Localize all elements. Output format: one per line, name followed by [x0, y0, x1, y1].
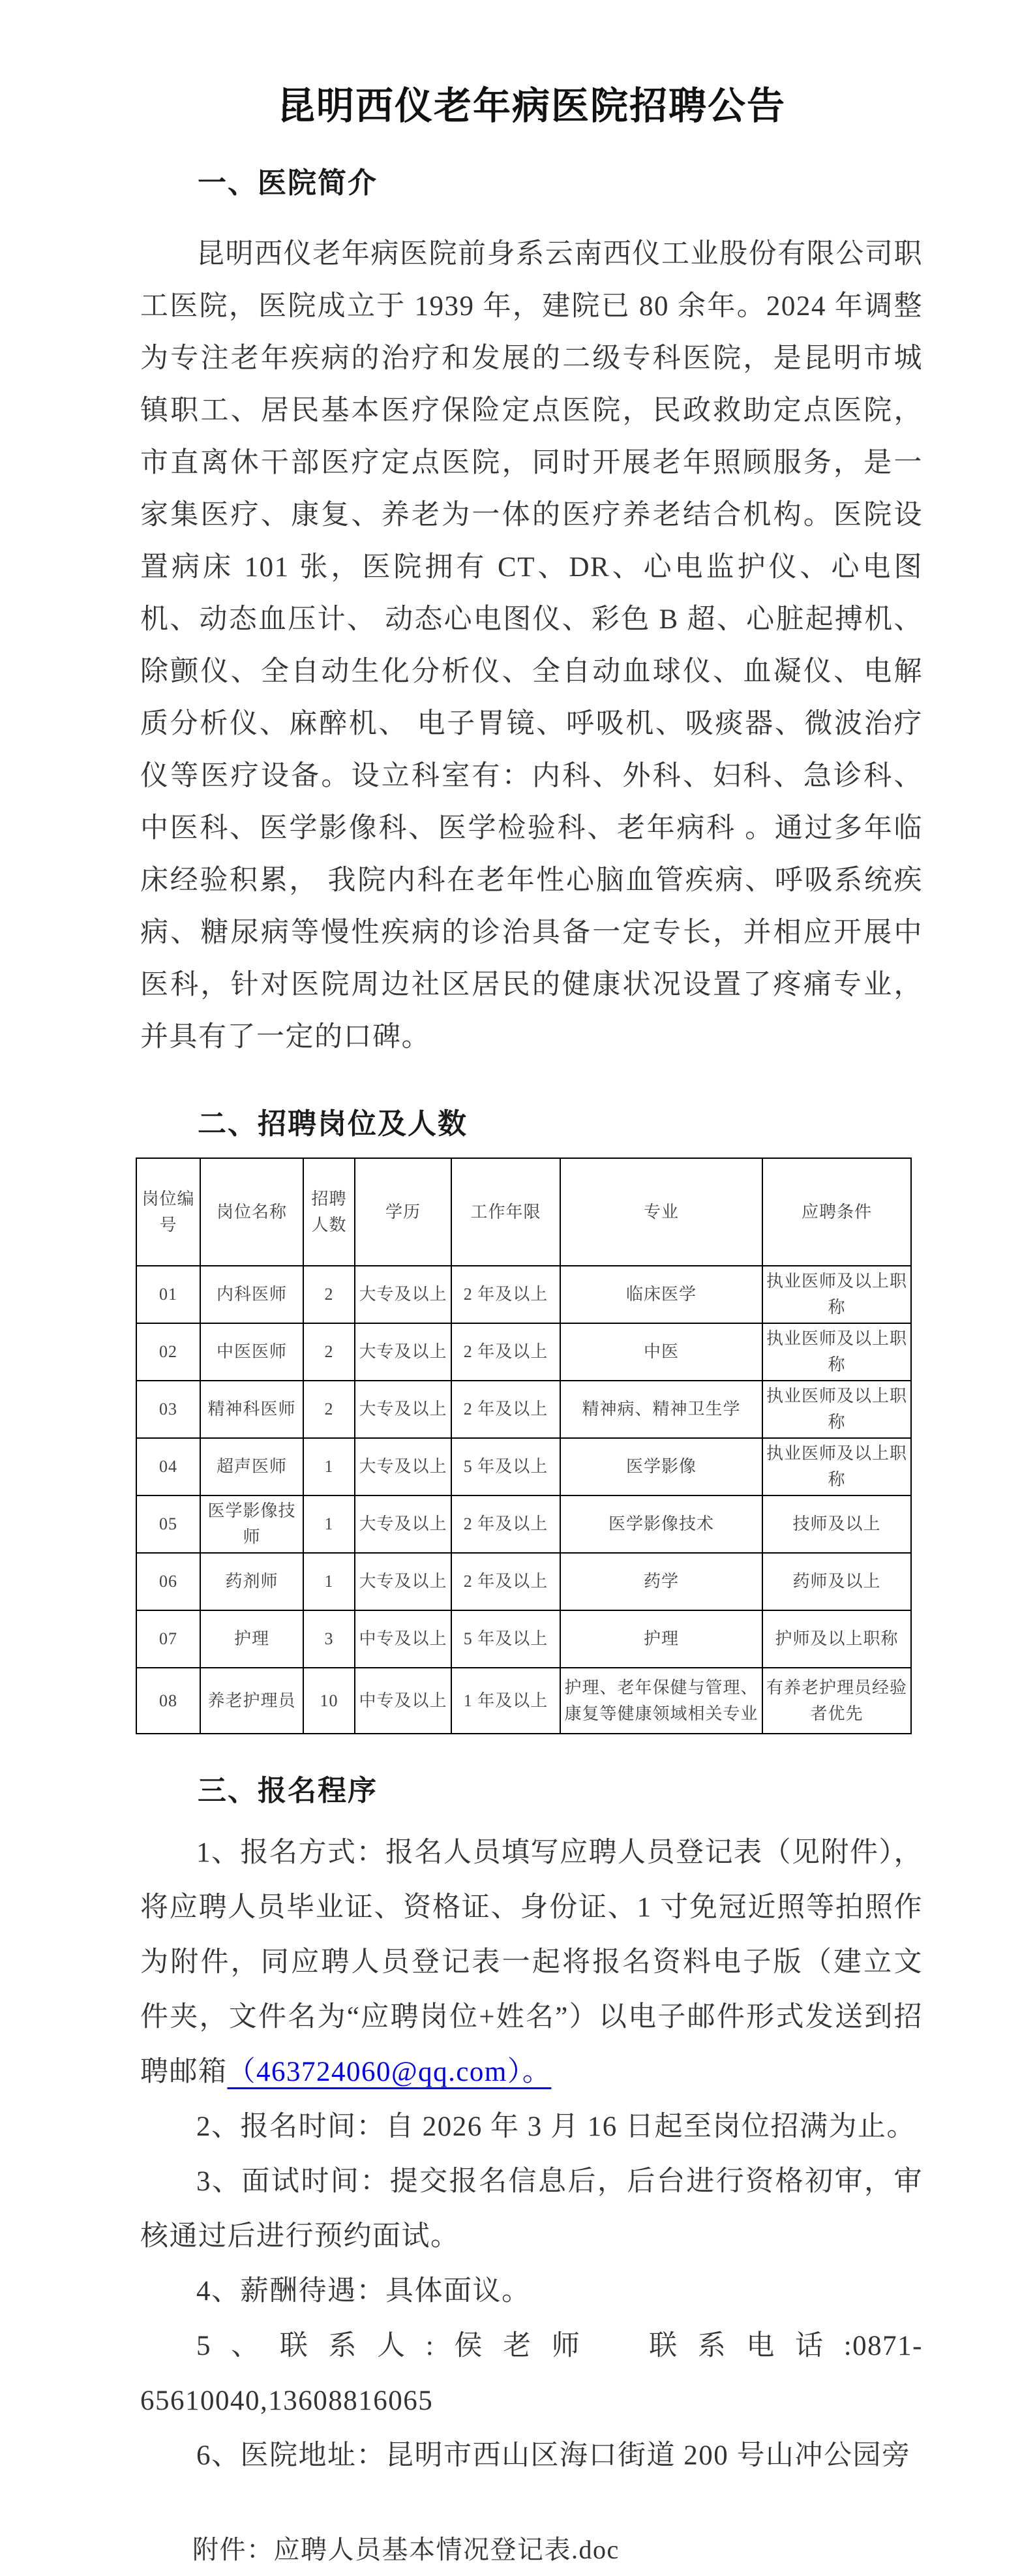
table-cell: 大专及以上 — [355, 1381, 451, 1438]
item-address: 6、医院地址：昆明市西山区海口街道 200 号山冲公园旁 — [196, 2440, 911, 2471]
table-cell: 执业医师及以上职称 — [762, 1266, 911, 1323]
section1-heading: 一、医院简介 — [198, 167, 378, 199]
application-procedure-list — [140, 1826, 923, 2483]
table-cell: 08 — [136, 1668, 200, 1734]
table-row — [136, 1323, 911, 1381]
document-page — [140, 0, 923, 2576]
item-application-time: 2、报名时间：自 2026 年 3 月 16 日起至岗位招满为止。 — [196, 2111, 916, 2142]
table-cell: 2 年及以上 — [451, 1553, 560, 1610]
table-cell: 大专及以上 — [355, 1266, 451, 1323]
table-cell: 护师及以上职称 — [762, 1610, 911, 1668]
table-cell: 10 — [303, 1668, 355, 1734]
table-cell: 中专及以上 — [355, 1668, 451, 1734]
column-header: 招聘人数 — [303, 1158, 355, 1266]
column-header: 应聘条件 — [762, 1158, 911, 1266]
table-cell: 2 — [303, 1323, 355, 1381]
table-row — [136, 1381, 911, 1438]
table-row — [136, 1266, 911, 1323]
table-cell: 护理、老年保健与管理、康复等健康领域相关专业 — [560, 1668, 762, 1734]
table-cell: 精神科医师 — [200, 1381, 303, 1438]
table-cell: 技师及以上 — [762, 1495, 911, 1553]
table-header-row — [136, 1158, 911, 1266]
column-header: 工作年限 — [451, 1158, 560, 1266]
table-cell: 03 — [136, 1381, 200, 1438]
section3-heading: 三、报名程序 — [198, 1775, 378, 1807]
table-row — [136, 1495, 911, 1553]
table-cell: 执业医师及以上职称 — [762, 1323, 911, 1381]
table-cell: 1 — [303, 1553, 355, 1610]
table-cell: 5 年及以上 — [451, 1438, 560, 1495]
table-cell: 2 年及以上 — [451, 1381, 560, 1438]
table-row — [136, 1610, 911, 1668]
column-header: 学历 — [355, 1158, 451, 1266]
section2-heading: 二、招聘岗位及人数 — [198, 1108, 468, 1140]
table-cell: 内科医师 — [200, 1266, 303, 1323]
table-cell: 中医 — [560, 1323, 762, 1381]
table-cell: 养老护理员 — [200, 1668, 303, 1734]
table-cell: 药剂师 — [200, 1553, 303, 1610]
table-cell: 2 年及以上 — [451, 1323, 560, 1381]
table-cell: 执业医师及以上职称 — [762, 1438, 911, 1495]
table-cell: 药师及以上 — [762, 1553, 911, 1610]
table-row — [136, 1553, 911, 1610]
table-cell: 医学影像技师 — [200, 1495, 303, 1553]
hospital-intro-paragraph: 昆明西仪老年病医院前身系云南西仪工业股份有限公司职工医院，医院成立于 1939 年，建院已 80 余年。2024 年调整为专注老年疾病的治疗和发展的二级专科医院，是昆明市城镇职工、居民基本医疗保险定点医院，民政救助定点医院，市直离休干部医疗定点医院，同时开展老年照顾服务，是一家集医疗、康复、养老为一体的医疗养老结合机构。医院设置病床 101 张，医院拥有 CT、DR、心电监护仪、心电图机、动态血压计、 动态心电图仪、彩色 B 超、心脏起搏机、除颤仪、全自动生化分析仪、全自动血球仪、血凝仪、电解质分析仪、麻醉机、 电子胃镜、呼吸机、吸痰器、微波治疗仪等医疗设备。设立科室有：内科、外科、妇科、急诊科、中医科、医学影像科、医学检验科、老年病科 。通过多年临床经验积累， 我院内科在老年性心脑血管疾病、呼吸系统疾病、糖尿病等慢性疾病的诊治具备一定专长，并相应开展中医科，针对医院周边社区居民的健康状况设置了疼痛专业，并具有了一定的口碑。 — [140, 239, 923, 1052]
table-cell: 1 — [303, 1495, 355, 1553]
table-cell: 有养老护理员经验者优先 — [762, 1668, 911, 1734]
table-cell: 临床医学 — [560, 1266, 762, 1323]
table-cell: 超声医师 — [200, 1438, 303, 1495]
column-header: 岗位编号 — [136, 1158, 200, 1266]
table-cell: 2 — [303, 1266, 355, 1323]
item-contact: 5、联系人:侯老师 联系电话:0871-65610040,13608816065 — [140, 2331, 923, 2416]
table-cell: 2 年及以上 — [451, 1266, 560, 1323]
item-interview-time: 3、面试时间：提交报名信息后，后台进行资格初审，审核通过后进行预约面试。 — [140, 2166, 923, 2252]
table-cell: 大专及以上 — [355, 1553, 451, 1610]
item-salary: 4、薪酬待遇：具体面议。 — [196, 2276, 531, 2307]
positions-table — [136, 1158, 912, 1734]
table-cell: 医学影像技术 — [560, 1495, 762, 1553]
table-cell: 医学影像 — [560, 1438, 762, 1495]
table-cell: 04 — [136, 1438, 200, 1495]
table-row — [136, 1668, 911, 1734]
recruitment-email-link[interactable]: （463724060@qq.com）。 — [227, 2057, 552, 2087]
table-cell: 大专及以上 — [355, 1495, 451, 1553]
table-row — [136, 1438, 911, 1495]
table-cell: 执业医师及以上职称 — [762, 1381, 911, 1438]
table-cell: 1 — [303, 1438, 355, 1495]
table-cell: 2 年及以上 — [451, 1495, 560, 1553]
page-title: 昆明西仪老年病医院招聘公告 — [277, 85, 786, 127]
attachment-note: 附件：应聘人员基本情况登记表.doc — [192, 2535, 620, 2564]
table-cell: 02 — [136, 1323, 200, 1381]
table-cell: 01 — [136, 1266, 200, 1323]
table-cell: 中医医师 — [200, 1323, 303, 1381]
table-cell: 精神病、精神卫生学 — [560, 1381, 762, 1438]
table-cell: 大专及以上 — [355, 1323, 451, 1381]
table-cell: 大专及以上 — [355, 1438, 451, 1495]
item-application-method — [140, 1826, 923, 2100]
table-cell: 药学 — [560, 1553, 762, 1610]
column-header: 专业 — [560, 1158, 762, 1266]
table-cell: 中专及以上 — [355, 1610, 451, 1668]
table-cell: 护理 — [560, 1610, 762, 1668]
table-cell: 5 年及以上 — [451, 1610, 560, 1668]
column-header: 岗位名称 — [200, 1158, 303, 1266]
table-cell: 3 — [303, 1610, 355, 1668]
table-cell: 06 — [136, 1553, 200, 1610]
table-cell: 护理 — [200, 1610, 303, 1668]
table-cell: 07 — [136, 1610, 200, 1668]
table-cell: 05 — [136, 1495, 200, 1553]
application-method-text: 1、报名方式：报名人员填写应聘人员登记表（见附件），将应聘人员毕业证、资格证、身份证、1 寸免冠近照等拍照作为附件，同应聘人员登记表一起将报名资料电子版（建立文件夹，文件名为“应聘岗位+姓名”）以电子邮件形式发送到招聘邮箱 — [140, 1837, 923, 2087]
table-cell: 2 — [303, 1381, 355, 1438]
table-cell: 1 年及以上 — [451, 1668, 560, 1734]
